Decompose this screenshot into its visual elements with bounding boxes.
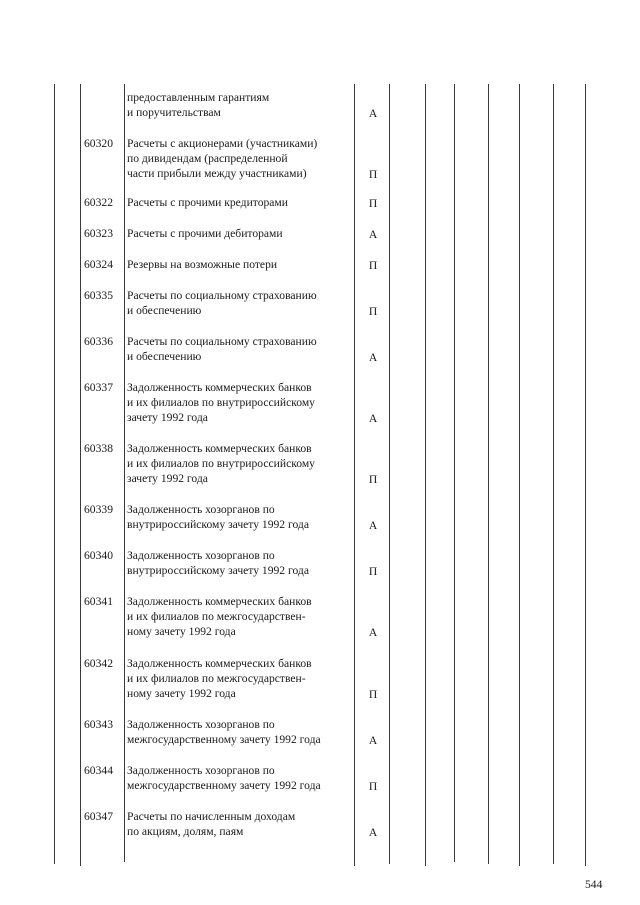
column-rule: [389, 84, 390, 864]
column-rule: [488, 84, 489, 864]
account-name-line: Расчеты с прочими кредиторами: [127, 196, 288, 209]
account-code: 60341: [84, 595, 113, 608]
column-rule: [585, 84, 586, 866]
account-name-line: внутрироссийскому зачету 1992 года: [127, 518, 309, 532]
account-side: А: [368, 519, 378, 533]
account-code: 60335: [84, 289, 113, 302]
account-code: 60344: [84, 764, 113, 777]
account-name-line: и обеспечению: [127, 304, 202, 318]
account-name: [127, 90, 352, 120]
account-name-line: и их филиалов по межгосударствен-: [127, 672, 306, 686]
account-code: 60347: [84, 810, 113, 823]
account-name-line: Расчеты с прочими дебиторами: [127, 227, 283, 240]
account-code: 60343: [84, 718, 113, 731]
account-name-line: Расчеты с акционерами (участниками): [127, 137, 318, 150]
account-name-line: и поручительствам: [127, 106, 221, 120]
account-name-line: по дивидендам (распределенной: [127, 152, 288, 166]
account-code: 60338: [84, 442, 113, 455]
account-name-line: предоставленным гарантиям: [127, 91, 270, 104]
account-name-line: межгосударственному зачету 1992 года: [127, 733, 321, 747]
account-code: 60336: [84, 335, 113, 348]
account-side: А: [368, 826, 378, 840]
account-name: [127, 441, 352, 487]
account-code: 60339: [84, 503, 113, 516]
account-side: П: [368, 688, 378, 702]
account-name-line: Задолженность коммерческих банков: [127, 381, 312, 394]
account-name-line: внутрироссийскому зачету 1992 года: [127, 564, 309, 578]
account-name: [127, 717, 352, 747]
account-side: П: [368, 473, 378, 487]
account-side: А: [368, 107, 378, 121]
account-side: П: [368, 780, 378, 794]
account-name: [127, 594, 352, 640]
account-side: А: [368, 351, 378, 365]
account-name-line: Задолженность хозорганов по: [127, 503, 275, 516]
account-name-line: по акциям, долям, паям: [127, 825, 244, 839]
account-side: П: [368, 259, 378, 272]
account-name-line: и их филиалов по внутрироссийскому: [127, 457, 315, 471]
column-rule: [454, 84, 455, 862]
page-number: 544: [585, 878, 603, 891]
account-code: 60342: [84, 657, 113, 670]
account-name-line: зачету 1992 года: [127, 472, 208, 486]
account-name-line: и обеспечению: [127, 350, 202, 364]
account-name-line: ному зачету 1992 года: [127, 687, 236, 701]
account-name: [127, 257, 352, 272]
account-code: 60337: [84, 381, 113, 394]
account-code: 60340: [84, 549, 113, 562]
account-name: [127, 548, 352, 578]
account-name-line: Расчеты по социальному страхованию: [127, 335, 317, 348]
account-code: 60323: [84, 227, 113, 240]
account-name-line: Задолженность коммерческих банков: [127, 657, 312, 670]
account-name-line: и их филиалов по межгосударствен-: [127, 610, 306, 624]
account-name: [127, 334, 352, 364]
account-name: [127, 136, 352, 182]
account-side: А: [368, 626, 378, 640]
account-name-line: Расчеты по начисленным доходам: [127, 810, 296, 823]
account-side: А: [368, 734, 378, 748]
column-rule: [425, 84, 426, 866]
account-side: П: [368, 565, 378, 579]
account-side: А: [368, 228, 378, 241]
account-name: [127, 502, 352, 532]
account-name-line: ному зачету 1992 года: [127, 625, 236, 639]
column-rule: [553, 84, 554, 864]
account-name-line: Задолженность хозорганов по: [127, 764, 275, 777]
account-name-line: межгосударственному зачету 1992 года: [127, 779, 321, 793]
account-name: [127, 288, 352, 318]
column-rule: [80, 84, 81, 866]
account-side: А: [368, 412, 378, 426]
account-name: [127, 763, 352, 793]
account-name: [127, 226, 352, 241]
account-name-line: Задолженность хозорганов по: [127, 549, 275, 562]
account-code: 60322: [84, 196, 113, 209]
column-rule: [519, 84, 520, 866]
column-rule: [354, 84, 355, 866]
account-name-line: части прибыли между участниками): [127, 167, 307, 181]
account-name-line: Резервы на возможные потери: [127, 258, 278, 271]
account-name-line: зачету 1992 года: [127, 411, 208, 425]
account-side: П: [368, 197, 378, 210]
account-code: 60324: [84, 258, 113, 271]
account-name: [127, 380, 352, 426]
account-name: [127, 656, 352, 702]
column-rule: [54, 84, 55, 864]
account-name-line: Задолженность хозорганов по: [127, 718, 275, 731]
account-name-line: Задолженность коммерческих банков: [127, 595, 312, 608]
column-rule: [124, 84, 125, 862]
account-side: П: [368, 305, 378, 319]
account-code: 60320: [84, 137, 113, 150]
account-name: [127, 809, 352, 839]
account-name-line: Расчеты по социальному страхованию: [127, 289, 317, 302]
account-side: П: [368, 168, 378, 182]
account-name-line: и их филиалов по внутрироссийскому: [127, 396, 315, 410]
account-name: [127, 195, 352, 210]
account-name-line: Задолженность коммерческих банков: [127, 442, 312, 455]
